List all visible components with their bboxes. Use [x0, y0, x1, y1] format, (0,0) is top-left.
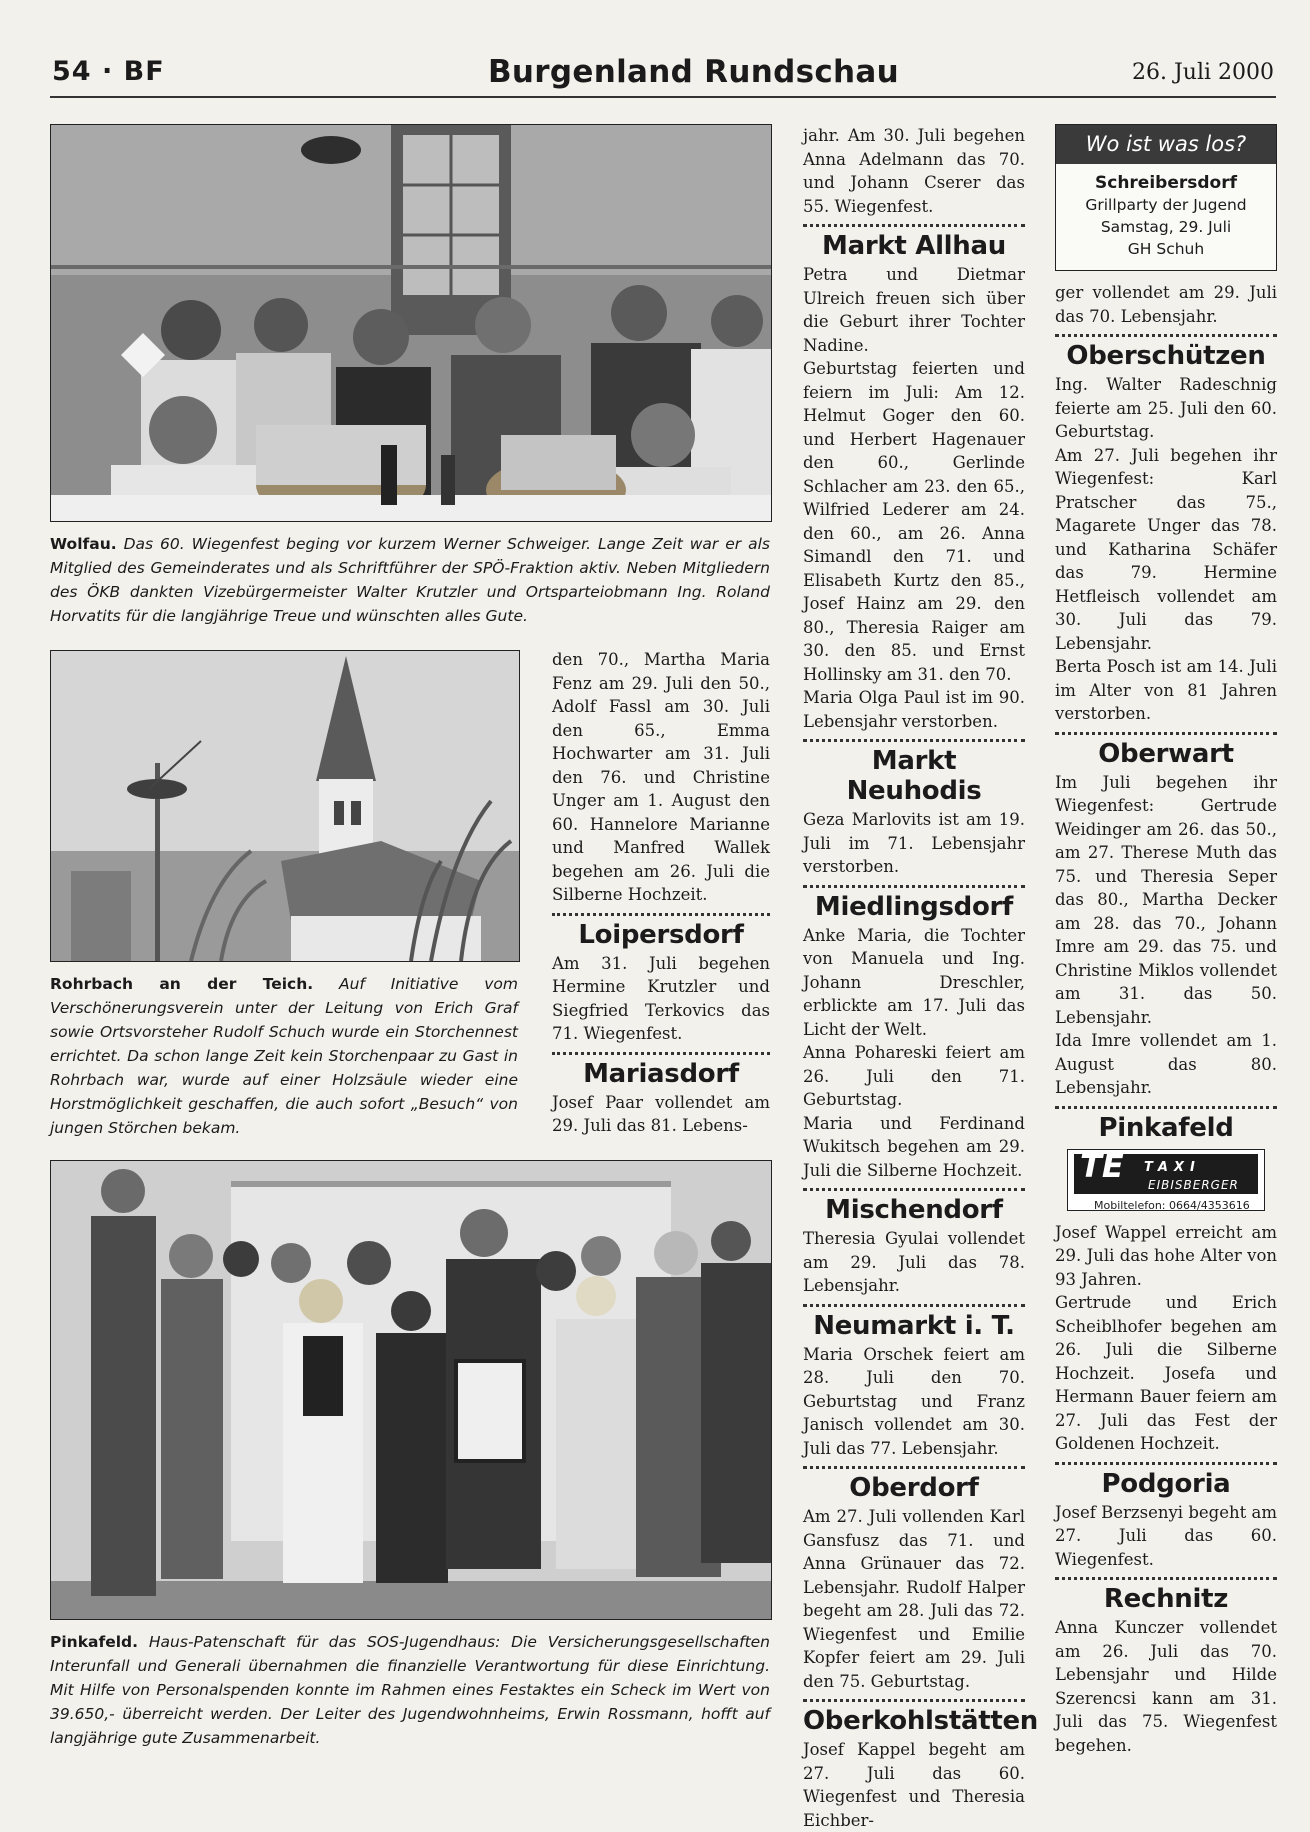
col3-oberdorf-text: Am 27. Juli vollenden Karl Gansfusz das 71. und Anna Grünauer das 72. Lebensjahr. Rudolf Halper begeht am 28. Juli das 72. Wiegenfest und Emilie Kopfer feiert am 29. Juli den 75. Geburtstag.	[803, 1507, 1025, 1691]
article-column-2	[552, 648, 770, 1138]
col3-miedlingsdorf-text-2: Anna Pohareski feiert am 26. Juli den 71. Geburtstag.	[803, 1043, 1025, 1109]
col2-intro: den 70., Martha Maria Fenz am 29. Juli den 50., Adolf Fassl am 30. Juli den 65., Emma Hochwarter am 31. Juli den 76. und Christine Unger am 1. August den 60. Hannelore Marianne und Manfred Wallek begehen am 26. Juli die Silberne Hochzeit.	[552, 650, 770, 904]
events-box	[1055, 124, 1277, 271]
heading-oberkohlstaetten: Oberkohlstätten	[803, 1706, 1038, 1736]
taxi-ad	[1067, 1146, 1265, 1212]
caption-rohrbach-place: Rohrbach an der Teich.	[50, 975, 314, 993]
col3-intro: jahr. Am 30. Juli begehen Anna Adelmann das 70. und Johann Cserer das 55. Wiegenfest.	[803, 126, 1025, 216]
taxi-ad-logo	[1074, 1146, 1258, 1194]
col4-pinkafeld-text-1: Josef Wappel erreicht am 29. Juli das hohe Alter von 93 Jahren.	[1055, 1222, 1277, 1289]
taxi-ad-wrapper	[1055, 1146, 1277, 1212]
heading-markt-allhau: Markt Allhau	[822, 231, 1006, 261]
section-divider	[1055, 1462, 1277, 1465]
col4-oberschuetzen-text-3: Berta Posch ist am 14. Juli im Alter von 81 Jahren verstorben.	[1055, 657, 1277, 723]
col4-text	[1055, 281, 1277, 1757]
events-box-title: Wo ist was los?	[1056, 125, 1276, 164]
taxi-ad-taxi-label: TAXI	[1144, 1159, 1201, 1175]
heading-oberschuetzen: Oberschützen	[1066, 341, 1266, 371]
heading-oberdorf: Oberdorf	[849, 1473, 979, 1503]
taxi-ad-company-name: EIBISBERGER	[1148, 1177, 1239, 1192]
section-divider	[552, 913, 770, 916]
section-divider	[803, 739, 1025, 742]
section-divider	[803, 224, 1025, 227]
col4-intro: ger vollendet am 29. Juli das 70. Lebensjahr.	[1055, 283, 1277, 326]
caption-pinkafeld-text: Haus-Patenschaft für das SOS-Jugendhaus: Die Versicherungsgesellschaften Interunfall und Generali übernahmen die finanzielle Verantwortung für diese Einrichtung. Mit Hilfe von Personalspenden konnte im Rahmen eines Festaktes ein Scheck im Wert von 39.650,- überreicht werden. Der Leiter des Jugendwohnheims, Erwin Rossmann, hofft auf langjährige gute Zusammenarbeit.	[50, 1633, 771, 1747]
col2-loipersdorf-text: Am 31. Juli begehen Hermine Krutzler und Siegfried Terkovics das 71. Wiegenfest.	[552, 953, 770, 1043]
col4-podgoria-text: Josef Berzsenyi begeht am 27. Juli das 60. Wiegenfest.	[1055, 1502, 1277, 1569]
page-number: 54 · BF	[52, 56, 165, 87]
col3-miedlingsdorf-text-1: Anke Maria, die Tochter von Manuela und Ing. Johann Dreschler, erblickte am 17. Juli das Licht der Welt.	[803, 925, 1025, 1039]
section-divider	[803, 1699, 1025, 1702]
events-box-line-2: Samstag, 29. Juli	[1100, 218, 1232, 236]
heading-neumarkt: Neumarkt i. T.	[813, 1310, 1015, 1341]
events-box-line-1: Grillparty der Jugend	[1085, 196, 1247, 214]
col3-allhau-text-2: Geburtstag feierten und feiern im Juli: Am 12. Helmut Goger den 60. und Herbert Hagenauer den 60., Gerlinde Schlacher am 23. den 65., Wilfried Lederer am 24. den 60., am 26. Anna Simandl den 71. und Elisabeth Kurtz den 85., Josef Hainz am 29. den 80., Theresia Raiger am 30. den 85. und Ernst Hollinsky am 31. den 70.	[803, 359, 1025, 684]
caption-wolfau-place: Wolfau.	[50, 535, 117, 553]
caption-pinkafeld-place: Pinkafeld.	[50, 1633, 139, 1651]
heading-markt-neuhodis: Markt Neuhodis	[846, 746, 982, 806]
section-divider	[1055, 732, 1277, 735]
col4-rechnitz-text: Anna Kunczer vollendet am 26. Juli das 70. Lebensjahr und Hilde Szerencsi kann am 31. Juli das 75. Wiegenfest begehen.	[1055, 1618, 1277, 1755]
col4-pinkafeld-text-2: Gertrude und Erich Scheiblhofer begehen am 26. Juli die Silberne Hochzeit. Josefa und Hermann Bauer feiern am 27. Juli das Fest der Goldenen Hochzeit.	[1055, 1293, 1277, 1453]
publication-title: Burgenland Rundschau	[488, 54, 899, 90]
col4-oberwart-text-2: Ida Imre vollendet am 1. August das 80. Lebensjahr.	[1055, 1031, 1277, 1097]
section-divider	[1055, 334, 1277, 337]
heading-loipersdorf: Loipersdorf	[578, 919, 744, 950]
col3-neuhodis-text: Geza Marlovits ist am 19. Juli im 71. Lebensjahr verstorben.	[803, 810, 1025, 876]
col3-oberkohlstaetten-text: Josef Kappel begeht am 27. Juli das 60. Wiegenfest und Theresia Eichber-	[803, 1740, 1025, 1830]
header-rule	[50, 96, 1276, 98]
section-divider	[1055, 1577, 1277, 1580]
heading-podgoria: Podgoria	[1101, 1468, 1231, 1499]
photo-wolfau-image	[51, 125, 771, 521]
article-column-4	[1055, 124, 1277, 1757]
section-divider	[803, 1188, 1025, 1191]
section-divider	[803, 885, 1025, 888]
col3-allhau-text-3: Maria Olga Paul ist im 90. Lebensjahr verstorben.	[803, 688, 1025, 731]
taxi-ad-phone: Mobiltelefon: 0664/4353616	[1094, 1198, 1250, 1212]
heading-rechnitz: Rechnitz	[1103, 1584, 1229, 1614]
section-divider	[1055, 1106, 1277, 1109]
col4-oberschuetzen-text-2: Am 27. Juli begehen ihr Wiegenfest: Karl Pratscher das 75., Magarete Unger das 78. und Katharina Schäfer das 79. Hermine Hetfleisch vollendet am 30. Juli das 79. Lebensjahr.	[1055, 445, 1277, 653]
heading-oberwart: Oberwart	[1098, 738, 1234, 769]
photo-wolfau	[50, 124, 772, 522]
taxi-ad-logo-mark: TE	[1080, 1146, 1124, 1185]
heading-mariasdorf: Mariasdorf	[583, 1058, 739, 1089]
article-column-3	[803, 124, 1038, 1832]
col4-oberwart-text-1: Im Juli begehen ihr Wiegenfest: Gertrude Weidinger am 26. das 50., am 27. Therese Muth das 75. und Theresia Seper das 80., Martha Decker am 28. das 70., Johann Imre am 29. das 75. und Christine Miklos vollendet am 31. das 50. Lebensjahr.	[1055, 772, 1277, 1027]
section-divider	[803, 1304, 1025, 1307]
events-box-place: Schreibersdorf	[1095, 173, 1237, 193]
events-box-body	[1056, 164, 1276, 270]
issue-date: 26. Juli 2000	[1132, 60, 1275, 85]
photo-rohrbach-image	[51, 651, 519, 961]
photo-rohrbach	[50, 650, 520, 962]
photo-pinkafeld-image	[51, 1161, 771, 1619]
col3-allhau-text-1: Petra und Dietmar Ulreich freuen sich über die Geburt ihrer Tochter Nadine.	[803, 265, 1025, 355]
col4-oberschuetzen-text-1: Ing. Walter Radeschnig feierte am 25. Juli den 60. Geburtstag.	[1055, 375, 1277, 441]
events-box-line-3: GH Schuh	[1127, 240, 1205, 258]
col3-mischendorf-text: Theresia Gyulai vollendet am 29. Juli das 78. Lebensjahr.	[803, 1229, 1025, 1295]
section-divider	[552, 1052, 770, 1055]
caption-rohrbach	[50, 972, 518, 1140]
col3-neumarkt-text: Maria Orschek feiert am 28. Juli den 70. Geburtstag und Franz Janisch vollendet am 30. Juli das 77. Lebensjahr.	[803, 1344, 1025, 1458]
caption-wolfau	[50, 532, 770, 628]
caption-pinkafeld	[50, 1630, 770, 1750]
heading-mischendorf: Mischendorf	[825, 1195, 1003, 1225]
heading-pinkafeld: Pinkafeld	[1098, 1112, 1234, 1143]
col3-miedlingsdorf-text-3: Maria und Ferdinand Wukitsch begehen am 29. Juli die Silberne Hochzeit.	[803, 1113, 1025, 1180]
section-divider	[803, 1466, 1025, 1469]
caption-wolfau-text: Das 60. Wiegenfest beging vor kurzem Werner Schweiger. Lange Zeit war er als Mitglied des Gemeinderates und als Schriftführer der SPÖ-Fraktion aktiv. Neben Mitgliedern des ÖKB dankten Vizebürgermeister Walter Krutzler und Ortsparteiobmann Ing. Roland Horvatits für die langjährige Treue und wünschten alles Gute.	[50, 535, 770, 625]
heading-miedlingsdorf: Miedlingsdorf	[814, 891, 1014, 922]
photo-pinkafeld	[50, 1160, 772, 1620]
col2-mariasdorf-text: Josef Paar vollendet am 29. Juli das 81. Lebens-	[552, 1092, 770, 1135]
caption-rohrbach-text: Auf Initiative vom Verschönerungsverein unter der Leitung von Erich Graf sowie Ortsvorsteher Rudolf Schuch wurde ein Storchennest errichtet. Da schon lange Zeit kein Storchenpaar zu Gast in Rohrbach war, wurde auf einer Holzsäule wieder eine Horstmöglichkeit geschaffen, die auch sofort „Besuch“ von jungen Störchen bekam.	[50, 975, 518, 1137]
